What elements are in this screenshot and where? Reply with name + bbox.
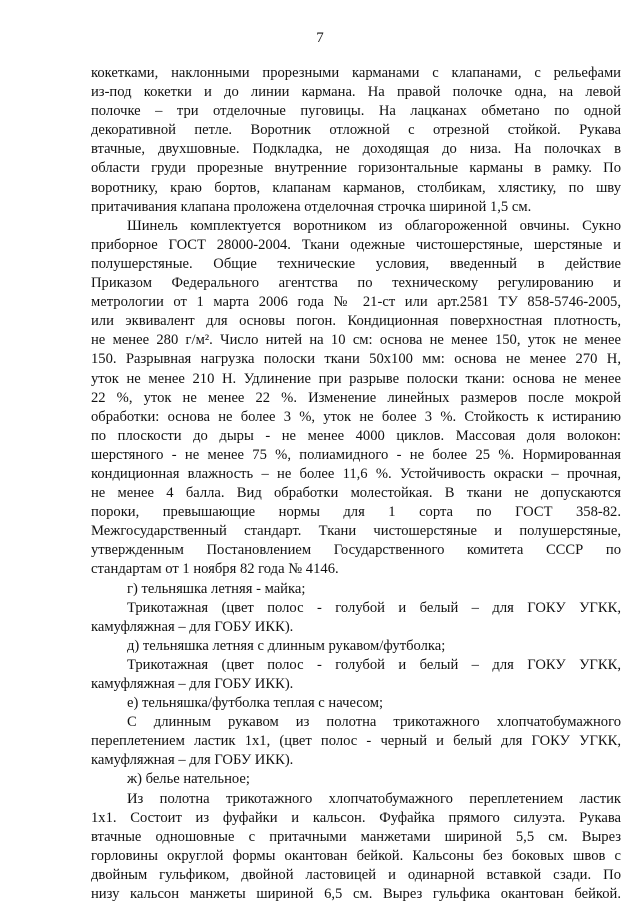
body-text (91, 64, 621, 904)
text-line: шерстяного - не менее 75 %, полиамидного - не более 25 %. Нормированная (91, 446, 621, 463)
text-line: уток не менее 210 Н. Удлинение при разрыве полоски ткани: основа не менее (91, 370, 621, 387)
text-line: д) тельняшка летняя с длинным рукавом/футболка; (127, 637, 446, 654)
text-line: Трикотажная (цвет полос - голубой и белый – для ГОКУ УГКК, (127, 656, 621, 673)
text-line: декоративной петле. Воротник отложной с отрезной стойкой. Рукава (91, 122, 621, 139)
text-line: не менее 4 балла. Вид обработки молестойкая. В ткани не допускаются (91, 485, 621, 502)
text-line: 150. Разрывная нагрузка полоски ткани 50х100 мм: основа не менее 270 Н, (91, 351, 621, 368)
text-line: метрологии от 1 марта 2006 года № 21-ст или арт.2581 ТУ 858-5746-2005, (91, 294, 621, 311)
text-line: ж) белье нательное; (127, 771, 250, 788)
text-line: втачные, двухшовные. Подкладка, не доходящая до низа. На полочках в (91, 141, 621, 158)
text-line: камуфляжная – для ГОБУ ИКК). (91, 618, 294, 635)
text-line: полочке – три отделочные пуговицы. На лацканах обметано по одной (91, 103, 621, 120)
text-line: Трикотажная (цвет полос - голубой и белый – для ГОКУ УГКК, (127, 599, 621, 616)
text-line: камуфляжная – для ГОБУ ИКК). (91, 676, 294, 692)
text-line: втачные одношовные с притачными манжетами шириной 5,5 см. Вырез (91, 828, 621, 845)
text-line: низу кальсон манжеты шириной 6,5 см. Вырез гульфика окантован бейкой. (91, 886, 621, 903)
text-line: обработки: основа не более 3 %, уток не более 3 %. Стойкость к истиранию (91, 408, 621, 425)
text-line: горловины округлой формы окантован бейкой. Кальсоны без боковых швов с (91, 847, 621, 864)
text-line: по плоскости до дыры - не менее 4000 циклов. Массовая доля волокон: (91, 427, 621, 444)
text-line: не менее 280 г/м². Число нитей на 10 см: основа не менее 150, уток не менее (91, 332, 621, 349)
text-line: пороки, превышающие нормы для 1 сорта по ГОСТ 358-82. (91, 504, 621, 521)
text-line: Шинель комплектуется воротником из облагороженной овчины. Сукно (127, 217, 621, 234)
text-line: камуфляжная – для ГОБУ ИКК). (91, 752, 294, 769)
text-line: кондиционная влажность – не более 11,6 %. Устойчивость окраски – прочная, (91, 465, 621, 482)
text-line: полушерстяные. Общие технические условия, введенный в действие (91, 255, 621, 272)
text-line: Из полотна трикотажного хлопчатобумажного переплетением ластик (127, 790, 621, 807)
text-line: или эквивалент для основы погон. Кондиционная поверхностная плотность, (91, 313, 621, 330)
text-line: двойным гульфиком, двойной ластовицей и одинарной вставкой сзади. По (91, 866, 621, 883)
text-line: стандартам от 1 ноября 82 года № 4146. (91, 561, 339, 578)
text-line: области груди прорезные внутренние горизонтальные карманы в рамку. По (91, 160, 621, 177)
text-line: воротнику, краю бортов, клапанам карманов, столбикам, хлястику, по шву (91, 179, 621, 196)
text-line: приборное ГОСТ 28000-2004. Ткани одежные чистошерстяные, шерстяные и (91, 236, 621, 253)
text-line: притачивания клапана проложена отделочная строчка шириной 1,5 см. (91, 198, 532, 215)
text-line: г) тельняшка летняя - майка; (127, 580, 306, 597)
text-line: 1х1. Состоит из фуфайки и кальсон. Фуфайка прямого силуэта. Рукава (91, 809, 621, 826)
text-line: из-под кокетки и до линии кармана. На правой полочке одна, на левой (91, 84, 621, 101)
text-line: кокетками, наклонными прорезными карманами с клапанами, с рельефами (91, 65, 621, 81)
text-line: утвержденным Постановлением Государственного комитета СССР по (91, 542, 621, 559)
text-line: переплетением ластик 1х1, (цвет полос - черный и белый для ГОКУ УГКК, (91, 733, 621, 750)
text-line: 22 %, уток не менее 22 %. Изменение линейных размеров после мокрой (91, 389, 621, 406)
text-line: Приказом Федерального агентства по техническому регулированию и (91, 275, 621, 292)
page-number: 7 (316, 30, 324, 46)
text-line: Межгосударственный стандарт. Ткани чистошерстяные и полушерстяные, (91, 523, 621, 540)
text-line: С длинным рукавом из полотна трикотажного хлопчатобумажного (127, 714, 621, 731)
text-line: е) тельняшка/футболка теплая с начесом; (127, 695, 384, 712)
